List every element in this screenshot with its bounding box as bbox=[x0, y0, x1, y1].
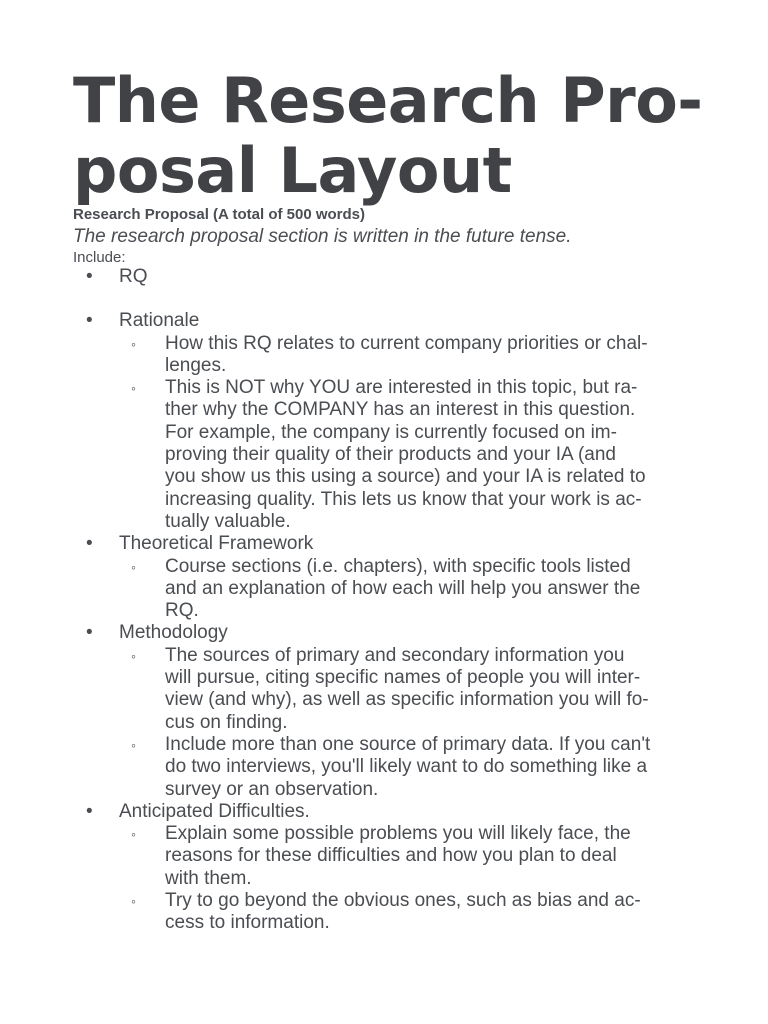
page-title bbox=[73, 66, 708, 206]
sub-list-item bbox=[119, 645, 708, 734]
sub-list-item-text: Try to go beyond the obvious ones, such as bias and ac- cess to information. bbox=[165, 890, 641, 934]
sub-list-item-text: How this RQ relates to current company priorities or chal- lenges. bbox=[165, 332, 648, 376]
include-list bbox=[73, 266, 708, 935]
sub-list-item-text: This is NOT why YOU are interested in this topic, but ra- ther why the COMPANY has an interest in this question. For example, the company is currently focused on im- proving their quality of their products and your IA (and you show us this using a source) and your IA is related to increasing quality. This lets us know that your work is ac- tually valuable. bbox=[165, 377, 646, 532]
list-item-anticipated-difficulties bbox=[73, 801, 708, 935]
list-item-rationale bbox=[73, 310, 708, 533]
list-item-theoretical-framework bbox=[73, 533, 708, 622]
bullet-icon: • bbox=[86, 533, 93, 555]
list-item-label: Methodology bbox=[119, 622, 228, 644]
sub-list bbox=[119, 333, 708, 534]
sub-list-item bbox=[119, 823, 708, 890]
list-item-label: Theoretical Framework bbox=[119, 533, 314, 555]
sub-list-item bbox=[119, 377, 708, 533]
sub-list-item bbox=[119, 890, 708, 935]
sub-bullet-icon: ◦ bbox=[131, 380, 136, 397]
page-title-line-2: posal Layout bbox=[73, 134, 512, 207]
sub-list-item-text: The sources of primary and secondary information you will pursue, citing specific names of people you will inter- view (and why), as well as specific information you will fo- cus on finding. bbox=[165, 644, 649, 733]
sub-list bbox=[119, 823, 708, 934]
sub-list-item-text: Include more than one source of primary data. If you can't do two interviews, you'll likely want to do something like a survey or an observation. bbox=[165, 733, 651, 800]
sub-list-item-text: Course sections (i.e. chapters), with specific tools listed and an explanation of how each will help you answer the RQ. bbox=[165, 555, 641, 622]
sub-list-item bbox=[119, 333, 708, 378]
list-item-label: Rationale bbox=[119, 310, 200, 332]
bullet-icon: • bbox=[86, 310, 93, 332]
list-item-label: Anticipated Difficulties. bbox=[119, 800, 310, 822]
tense-note: The research proposal section is written in the future tense. bbox=[73, 226, 572, 247]
bullet-icon: • bbox=[86, 622, 93, 644]
sub-bullet-icon: ◦ bbox=[131, 647, 136, 664]
sub-list-item bbox=[119, 734, 708, 801]
include-label: Include: bbox=[73, 249, 126, 266]
sub-bullet-icon: ◦ bbox=[131, 826, 136, 843]
bullet-icon: • bbox=[86, 266, 93, 287]
sub-list bbox=[119, 556, 708, 623]
list-item-methodology bbox=[73, 622, 708, 800]
list-item-rq bbox=[73, 266, 708, 288]
sub-list-item-text: Explain some possible problems you will likely face, the reasons for these difficulties and how you plan to deal with them. bbox=[165, 823, 631, 889]
list-item-label: RQ bbox=[119, 266, 148, 287]
sub-bullet-icon: ◦ bbox=[131, 736, 136, 753]
sub-bullet-icon: ◦ bbox=[131, 893, 136, 910]
sub-bullet-icon: ◦ bbox=[131, 335, 136, 352]
section-subtitle: Research Proposal (A total of 500 words) bbox=[73, 206, 366, 223]
sub-list bbox=[119, 645, 708, 801]
sub-bullet-icon: ◦ bbox=[131, 558, 136, 575]
sub-list-item bbox=[119, 556, 708, 623]
page-title-line-1: The Research Pro- bbox=[73, 64, 703, 137]
bullet-icon: • bbox=[86, 800, 93, 822]
